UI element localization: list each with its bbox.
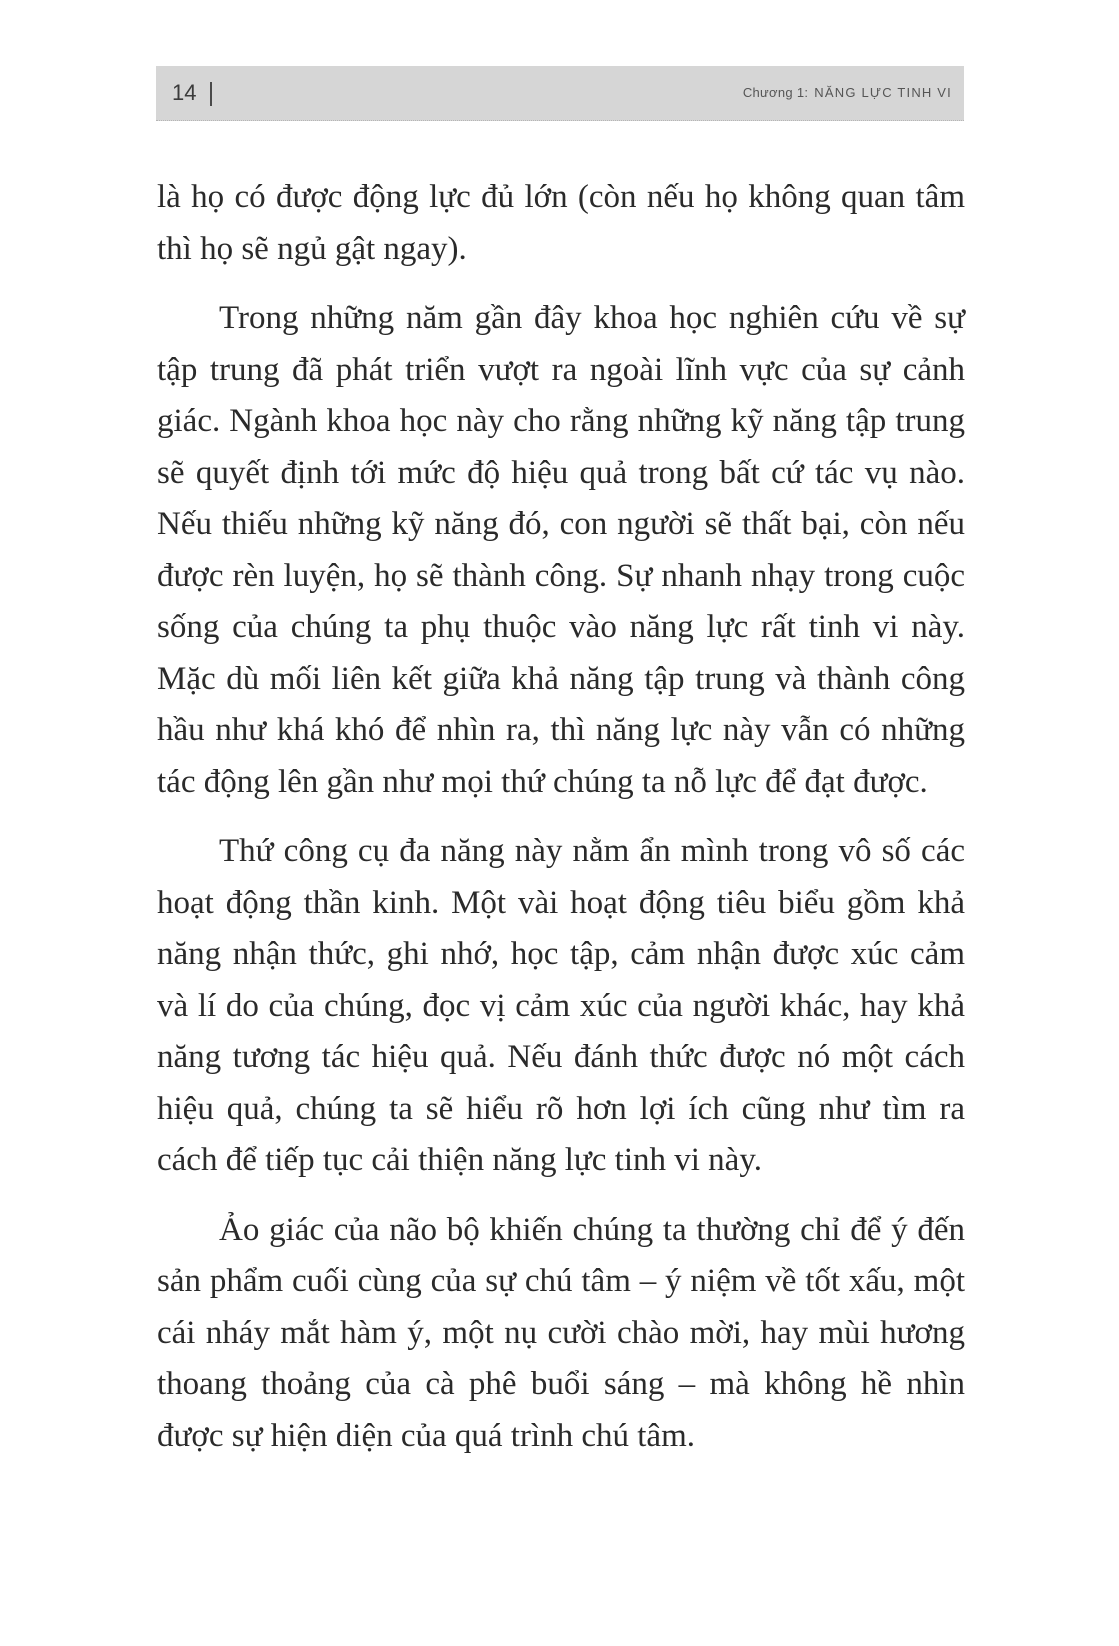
- chapter-label: Chương 1:: [742, 85, 809, 100]
- paragraph: Ảo giác của não bộ khiến chúng ta thường chỉ để ý đến sản phẩm cuối cùng của sự chú tâm – ý niệm về tốt xấu, một cái nháy mắt hàm ý, một nụ cười chào mời, hay mùi hương thoang thoảng của cà phê buổi sáng – mà không hề nhìn được sự hiện diện của quá trình chú tâm.: [157, 1211, 965, 1454]
- running-header: [156, 66, 964, 121]
- chapter-title: [743, 85, 952, 101]
- header-divider: [210, 82, 212, 106]
- paragraph: Trong những năm gần đây khoa học nghiên cứu về sự tập trung đã phát triển vượt ra ngoài lĩnh vực của sự cảnh giác. Ngành khoa học này cho rằng những kỹ năng tập trung sẽ quyết định tới mức độ hiệu quả trong bất cứ tác vụ nào. Nếu thiếu những kỹ năng đó, con người sẽ thất bại, còn nếu được rèn luyện, họ sẽ thành công. Sự nhanh nhạy trong cuộc sống của chúng ta phụ thuộc vào năng lực rất tinh vi này. Mặc dù mối liên kết giữa khả năng tập trung và thành công hầu như khá khó để nhìn ra, thì năng lực này vẫn có những tác động lên gần như mọi thứ chúng ta nỗ lực để đạt được.: [157, 300, 965, 800]
- page-number: 14: [172, 80, 197, 105]
- chapter-name: NĂNG LỰC TINH VI: [814, 85, 952, 100]
- body-text: [157, 172, 965, 1480]
- paragraph-continued: là họ có được động lực đủ lớn (còn nếu họ không quan tâm thì họ sẽ ngủ gật ngay).: [157, 179, 965, 267]
- paragraph: Thứ công cụ đa năng này nằm ẩn mình trong vô số các hoạt động thần kinh. Một vài hoạt động tiêu biểu gồm khả năng nhận thức, ghi nhớ, học tập, cảm nhận được xúc cảm và lí do của chúng, đọc vị cảm xúc của người khác, hay khả năng tương tác hiệu quả. Nếu đánh thức được nó một cách hiệu quả, chúng ta sẽ hiểu rõ hơn lợi ích cũng như tìm ra cách để tiếp tục cải thiện năng lực tinh vi này.: [157, 833, 965, 1178]
